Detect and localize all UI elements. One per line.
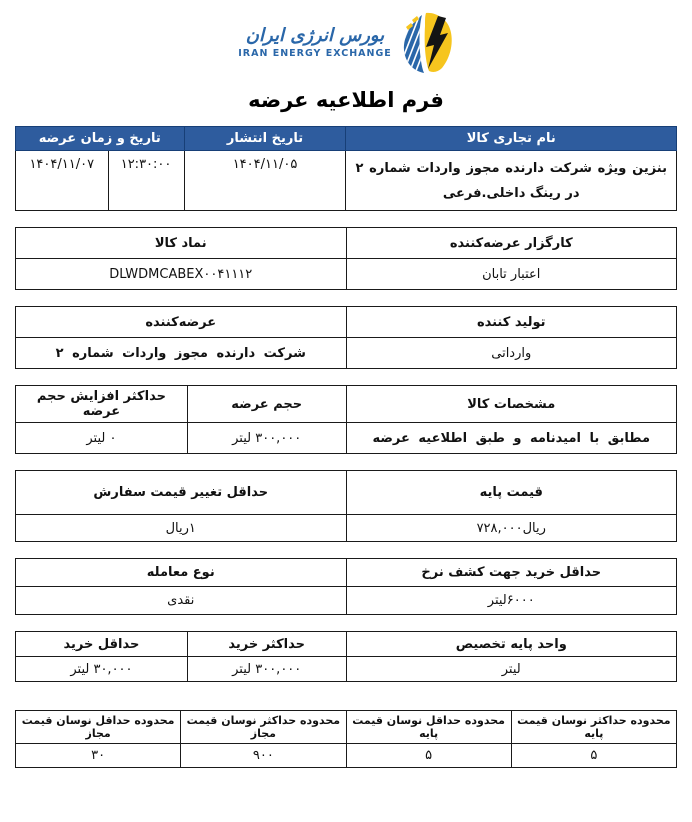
product-name-value: بنزین ویژه شرکت دارنده مجوز واردات شماره ۲ در رینگ داخلی.فرعی bbox=[346, 151, 677, 211]
alloc-unit-header: واحد پایه تخصیص bbox=[346, 632, 677, 657]
fluctuation-table bbox=[15, 710, 677, 768]
min-allowed-fluct-header: محدوده حداقل نوسان قیمت مجاز bbox=[16, 711, 181, 744]
supplier-header: عرضه‌کننده bbox=[16, 307, 347, 338]
purchase-table bbox=[15, 631, 677, 682]
specs-value: مطابق با امیدنامه و طبق اطلاعیه عرضه bbox=[346, 423, 677, 454]
max-allowed-fluct-header: محدوده حداکثر نوسان قیمت مجاز bbox=[181, 711, 346, 744]
min-discovery-header: حداقل خرید جهت کشف نرخ bbox=[346, 559, 677, 587]
specs-header: مشخصات کالا bbox=[346, 386, 677, 423]
supply-volume-header: حجم عرضه bbox=[187, 386, 346, 423]
max-base-fluct-value: ۵ bbox=[511, 744, 676, 768]
base-price-value: ریال۷۲۸,۰۰۰ bbox=[346, 515, 677, 542]
product-name-header: نام تجاری کالا bbox=[346, 127, 677, 151]
publish-date-header: تاریخ انتشار bbox=[184, 127, 346, 151]
supply-date-value: ۱۴۰۴/۱۱/۰۷ bbox=[16, 151, 109, 211]
supply-datetime-header: تاریخ و زمان عرضه bbox=[16, 127, 185, 151]
min-discovery-value: ۶۰۰۰لیتر bbox=[346, 587, 677, 615]
broker-header: کارگزار عرضه‌کننده bbox=[346, 228, 677, 259]
max-volume-increase-value: ۰ لیتر bbox=[16, 423, 188, 454]
max-allowed-fluct-value: ۹۰۰ bbox=[181, 744, 346, 768]
supply-table bbox=[15, 126, 677, 211]
form-title: فرم اطلاعیه عرضه bbox=[248, 88, 444, 112]
max-base-fluct-header: محدوده حداکثر نوسان قیمت پایه bbox=[511, 711, 676, 744]
logo-text bbox=[238, 26, 391, 61]
logo-english-name: IRAN ENERGY EXCHANGE bbox=[238, 48, 392, 60]
min-purchase-header: حداقل خرید bbox=[16, 632, 188, 657]
energy-exchange-logo-icon bbox=[400, 12, 454, 74]
min-purchase-value: ۳۰,۰۰۰ لیتر bbox=[16, 657, 188, 682]
publish-date-value: ۱۴۰۴/۱۱/۰۵ bbox=[184, 151, 346, 211]
logo-block bbox=[15, 10, 677, 76]
min-price-change-value: ۱ریال bbox=[16, 515, 347, 542]
logo-persian-name: بورس انرژی ایران bbox=[245, 24, 385, 46]
broker-value: اعتبار تابان bbox=[346, 259, 677, 290]
producer-table bbox=[15, 306, 677, 369]
broker-table bbox=[15, 227, 677, 290]
trade-type-value: نقدی bbox=[16, 587, 347, 615]
producer-header: تولید کننده bbox=[346, 307, 677, 338]
symbol-value: DLWDMCABEX۰۰۴۱۱۱۲ bbox=[16, 259, 347, 290]
max-purchase-header: حداکثر خرید bbox=[187, 632, 346, 657]
max-purchase-value: ۳۰۰,۰۰۰ لیتر bbox=[187, 657, 346, 682]
supply-time-value: ۱۲:۳۰:۰۰ bbox=[108, 151, 184, 211]
trade-table bbox=[15, 558, 677, 615]
min-allowed-fluct-value: ۳۰ bbox=[16, 744, 181, 768]
alloc-unit-value: لیتر bbox=[346, 657, 677, 682]
producer-value: وارداتی bbox=[346, 338, 677, 369]
price-table bbox=[15, 470, 677, 542]
base-price-header: قیمت پایه bbox=[346, 471, 677, 515]
min-price-change-header: حداقل تغییر قیمت سفارش bbox=[16, 471, 347, 515]
supply-volume-value: ۳۰۰,۰۰۰ لیتر bbox=[187, 423, 346, 454]
specs-table bbox=[15, 385, 677, 454]
trade-type-header: نوع معامله bbox=[16, 559, 347, 587]
supplier-value: شرکت دارنده مجوز واردات شماره ۲ bbox=[16, 338, 347, 369]
min-base-fluct-value: ۵ bbox=[346, 744, 511, 768]
max-volume-increase-header: حداکثر افزایش حجم عرضه bbox=[16, 386, 188, 423]
symbol-header: نماد کالا bbox=[16, 228, 347, 259]
min-base-fluct-header: محدوده حداقل نوسان قیمت پایه bbox=[346, 711, 511, 744]
